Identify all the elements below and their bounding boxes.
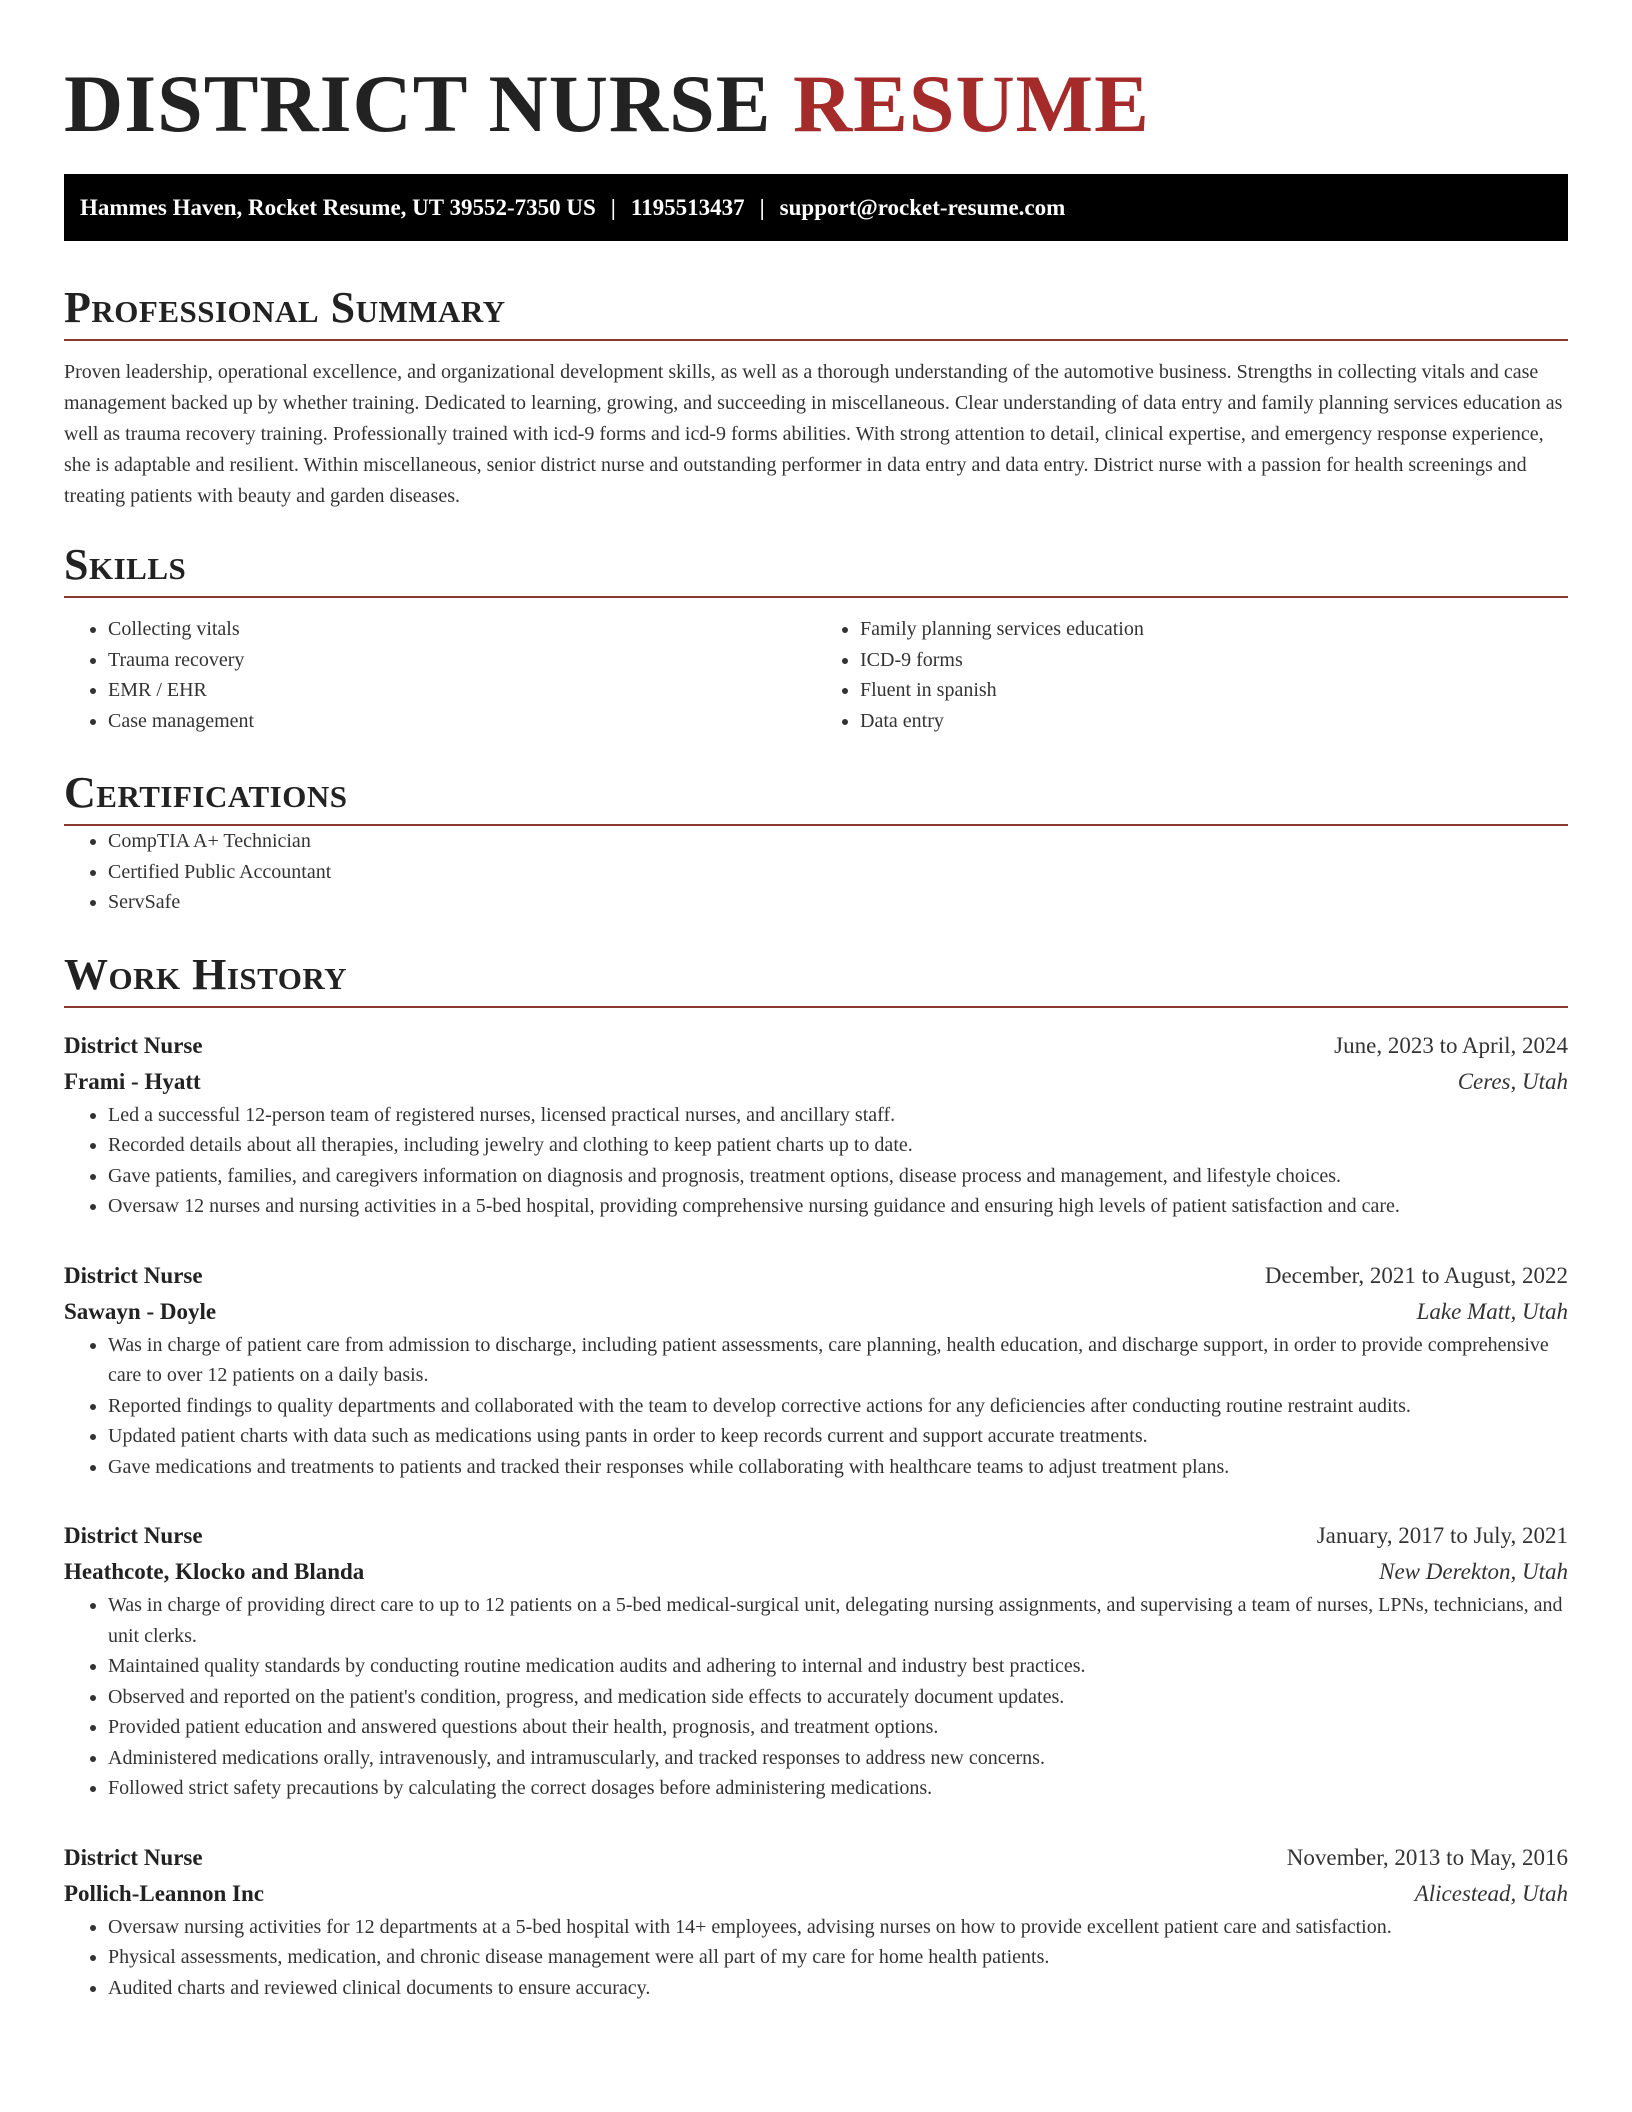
contact-address: Hammes Haven, Rocket Resume, UT 39552-7350 US xyxy=(80,194,596,220)
job-duty: • Reported findings to quality departments and collaborated with the team to develop corrective actions for any deficiencies after conducting routine restraint audits. xyxy=(108,1391,1568,1422)
job-company-row xyxy=(64,1554,1568,1590)
job-dates: December, 2021 to August, 2022 xyxy=(1264,1262,1568,1288)
job-duty: • Was in charge of providing direct care to up to 12 patients on a 5-bed medical-surgical unit, delegating nursing assignments, and supervising a team of nurses, LPNs, technicians, and unit clerks. xyxy=(108,1590,1568,1651)
skill-item: • Trauma recovery xyxy=(108,645,816,676)
certification-item: • CompTIA A+ Technician xyxy=(108,826,1568,857)
skill-item: • Collecting vitals xyxy=(108,614,816,645)
job-duty: • Recorded details about all therapies, including jewelry and clothing to keep patient charts up to date. xyxy=(108,1130,1568,1161)
job-title: District Nurse xyxy=(64,1262,203,1288)
certification-item: • Certified Public Accountant xyxy=(108,857,1568,888)
job-company-row xyxy=(64,1294,1568,1330)
job-duty: • Followed strict safety precautions by calculating the correct dosages before administering medications. xyxy=(108,1773,1568,1804)
certifications-list xyxy=(64,826,1568,918)
job-location: New Derekton, Utah xyxy=(1379,1559,1568,1584)
skill-item: • ICD-9 forms xyxy=(860,645,1568,676)
job-duty: • Administered medications orally, intravenously, and intramuscularly, and tracked responses to address new concerns. xyxy=(108,1743,1568,1774)
job-header-row xyxy=(64,1028,1568,1064)
job-duty: • Provided patient education and answered questions about their health, prognosis, and treatment options. xyxy=(108,1712,1568,1743)
contact-phone: 1195513437 xyxy=(630,194,745,220)
job-header-row xyxy=(64,1518,1568,1554)
job-duty: • Audited charts and reviewed clinical documents to ensure accuracy. xyxy=(108,1973,1568,2004)
job-header-row xyxy=(64,1258,1568,1294)
page-title xyxy=(64,0,1568,150)
skill-item: • Fluent in spanish xyxy=(860,675,1568,706)
job-title: District Nurse xyxy=(64,1844,203,1870)
contact-email: support@rocket-resume.com xyxy=(779,194,1066,220)
job-entry xyxy=(64,1028,1568,1222)
skills-grid xyxy=(64,614,1568,736)
job-company-row xyxy=(64,1064,1568,1100)
summary-heading: Professional Summary xyxy=(64,283,1568,341)
job-title: District Nurse xyxy=(64,1032,203,1058)
job-dates: January, 2017 to July, 2021 xyxy=(1316,1523,1568,1548)
job-duty: • Physical assessments, medication, and chronic disease management were all part of my care for home health patients. xyxy=(108,1942,1568,1973)
skills-list-right xyxy=(816,614,1568,736)
job-duties-list xyxy=(64,1912,1568,2004)
job-company-row xyxy=(64,1876,1568,1912)
job-duty: • Led a successful 12-person team of registered nurses, licensed practical nurses, and ancillary staff. xyxy=(108,1100,1568,1131)
title-main: DISTRICT NURSE xyxy=(64,58,772,149)
job-duty: • Gave patients, families, and caregivers information on diagnosis and prognosis, treatment options, disease process and management, and lifestyle choices. xyxy=(108,1161,1568,1192)
job-location: Alicestead, Utah xyxy=(1414,1880,1568,1906)
summary-text: Proven leadership, operational excellence, and organizational development skills, as well as a thorough understanding of the automotive business. Strengths in collecting vitals and case management backed up by whether training. Dedicated to learning, growing, and succeeding in miscellaneous. Clear understanding of data entry and family planning services education as well as trauma recovery training. Professionally trained with icd-9 forms and icd-9 forms abilities. With strong attention to detail, clinical expertise, and emergency response experience, she is adaptable and resilient. Within miscellaneous, senior district nurse and outstanding performer in data entry and data entry. District nurse with a passion for health screenings and treating patients with beauty and garden diseases. xyxy=(64,361,1563,507)
job-title: District Nurse xyxy=(64,1523,203,1548)
contact-separator: | xyxy=(610,194,616,220)
job-duty: • Updated patient charts with data such as medications using pants in order to keep records current and support accurate treatments. xyxy=(108,1421,1568,1452)
job-duty: • Observed and reported on the patient's condition, progress, and medication side effects to accurately document updates. xyxy=(108,1682,1568,1713)
job-company: Frami - Hyatt xyxy=(64,1068,201,1094)
contact-bar xyxy=(64,174,1568,241)
job-duties-list xyxy=(64,1330,1568,1483)
job-dates: June, 2023 to April, 2024 xyxy=(1334,1032,1568,1058)
certifications-heading: Certifications xyxy=(64,768,1568,826)
skill-item: • Case management xyxy=(108,706,816,737)
job-location: Lake Matt, Utah xyxy=(1416,1298,1568,1324)
job-company: Pollich-Leannon Inc xyxy=(64,1880,265,1906)
skill-item: • EMR / EHR xyxy=(108,675,816,706)
skills-heading: Skills xyxy=(64,540,1568,598)
job-entry xyxy=(64,1258,1568,1483)
contact-separator: | xyxy=(759,194,765,220)
skill-item: • Data entry xyxy=(860,706,1568,737)
certification-item: • ServSafe xyxy=(108,887,1568,918)
job-company: Heathcote, Klocko and Blanda xyxy=(64,1559,365,1584)
job-duty: • Maintained quality standards by conducting routine medication audits and adhering to internal and industry best practices. xyxy=(108,1651,1568,1682)
job-company: Sawayn - Doyle xyxy=(64,1298,217,1324)
job-duty: • Was in charge of patient care from admission to discharge, including patient assessments, care planning, health education, and discharge support, in order to provide comprehensive care to over 12 patients on a daily basis. xyxy=(108,1330,1568,1391)
job-duty: • Oversaw 12 nurses and nursing activities in a 5-bed hospital, providing comprehensive nursing guidance and ensuring high levels of patient satisfaction and care. xyxy=(108,1191,1568,1222)
job-duties-list xyxy=(64,1590,1568,1804)
job-duty: • Oversaw nursing activities for 12 departments at a 5-bed hospital with 14+ employees, advising nurses on how to provide excellent patient care and satisfaction. xyxy=(108,1912,1568,1943)
title-accent: RESUME xyxy=(792,58,1150,149)
job-location: Ceres, Utah xyxy=(1457,1068,1568,1094)
job-entry xyxy=(64,1840,1568,2004)
job-header-row xyxy=(64,1840,1568,1876)
job-duties-list xyxy=(64,1100,1568,1222)
skills-list-left xyxy=(64,614,816,736)
job-entry xyxy=(64,1518,1568,1804)
job-dates: November, 2013 to May, 2016 xyxy=(1286,1844,1568,1870)
work-history-heading: Work History xyxy=(64,950,1568,1008)
job-duty: • Gave medications and treatments to patients and tracked their responses while collaborating with healthcare teams to adjust treatment plans. xyxy=(108,1452,1568,1483)
skill-item: • Family planning services education xyxy=(860,614,1568,645)
